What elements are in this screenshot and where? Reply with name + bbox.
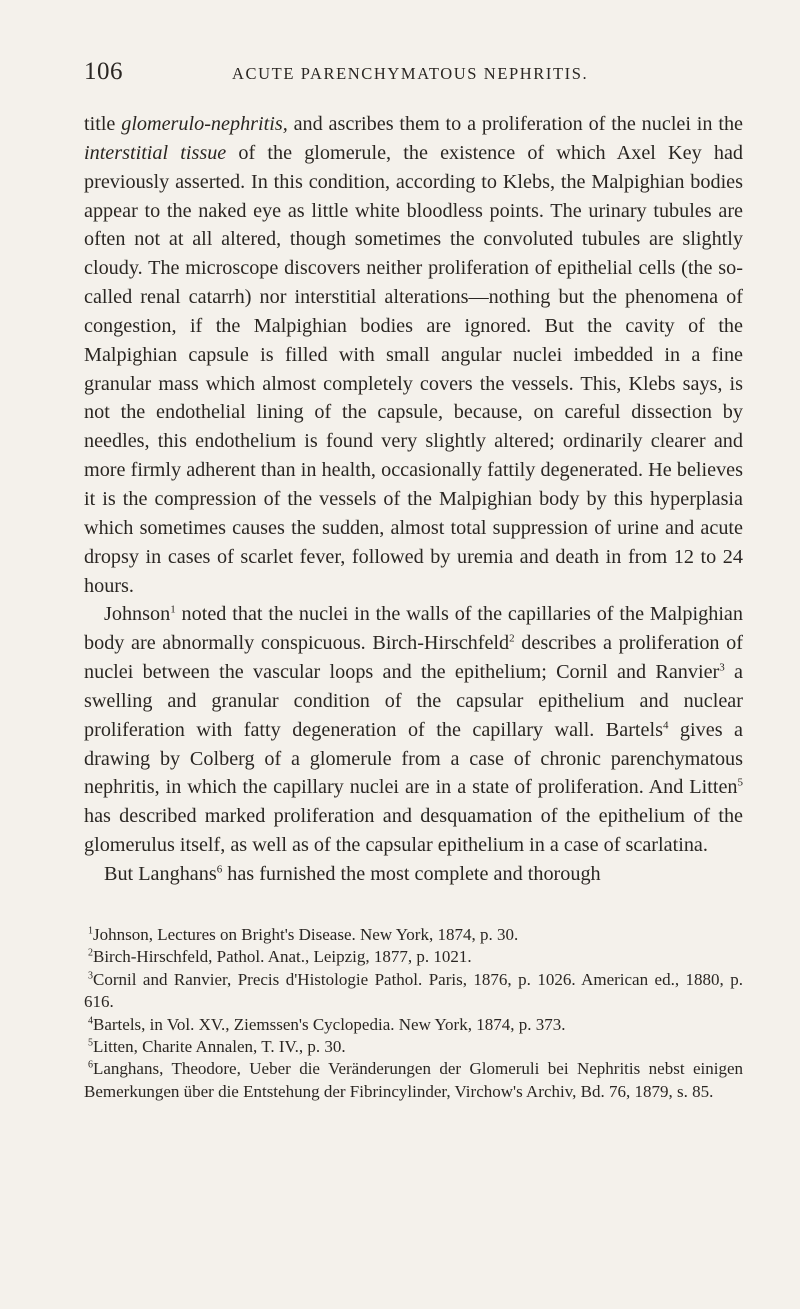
footnote-ref: 4	[662, 718, 669, 731]
italic-term: glomerulo-nephritis,	[121, 113, 288, 135]
footnote-ref: 6	[216, 863, 223, 876]
text-run: describes a proliferation of nuclei between the vascular loops and the epithelium; Cornil and Ranvier	[84, 632, 743, 684]
text-run: Johnson	[104, 603, 171, 626]
footnote-number: 6	[88, 1059, 93, 1071]
footnote-text: Litten, Charite Annalen, T. IV., p. 30.	[93, 1037, 346, 1057]
footnote-ref: 5	[737, 776, 743, 789]
text-run: and ascribes them to a proliferation of the nuclei in the	[287, 113, 743, 135]
text-run: gives a drawing by Colberg of a glomerule from a case of chronic parenchymatous nephritis, in which the capillary nuclei are in a state of proliferation. And Litten	[84, 718, 743, 799]
footnote-ref: 1	[170, 603, 176, 616]
footnote-text: Birch-Hirschfeld, Pathol. Anat., Leipzig, 1877, p. 1021.	[93, 947, 472, 967]
footnote-text: Cornil and Ranvier, Precis d'Histologie Pathol. Paris, 1876, p. 1026. American ed., 1880, p. 616.	[84, 969, 743, 1012]
text-run: a swelling and granular condition of the capsular epithelium and nuclear proliferation with fatty degeneration of the capillary wall. Bartels	[84, 661, 743, 741]
paragraph-1	[84, 110, 743, 600]
running-head	[84, 58, 742, 88]
footnote	[84, 1058, 743, 1103]
footnote	[84, 1014, 743, 1036]
footnote-text: Johnson, Lectures on Bright's Disease. New York, 1874, p. 30.	[93, 925, 519, 944]
text-run: of the glomerule, the existence of which Axel Key had previously asserted. In this condition, according to Klebs, the Malpighian bodies appear to the naked eye as little white bloodless points. The urinary tubules are often not at all altered, though sometimes the convoluted tubules are slightly cloudy. The microscope discovers neither proliferation of epithelial cells (the so-called renal catarrh) nor interstitial alterations—nothing but the phenomena of congestion, if the Malpighian bodies are ignored. But the cavity of the Malpighian capsule is filled with small angular nuclei imbedded in a fine granular mass which almost completely covers the vessels. This, Klebs says, is not the endothelial lining of the capsule, because, on careful dissection by needles, this endothelium is found very slightly altered; ordinarily clearer and more firmly adherent than in health, occasionally fattily degenerated. He believes it is the compression of the vessels of the Malpighian body by this hyperplasia which sometimes causes the sudden, almost total suppression of urine and acute dropsy in cases of scarlet fever, followed by uremia and death in from 12 to 24 hours.	[84, 141, 743, 597]
text-run: has furnished the most complete and thorough	[222, 862, 601, 885]
footnote	[84, 1036, 743, 1058]
running-title: ACUTE PARENCHYMATOUS NEPHRITIS.	[232, 64, 589, 83]
footnote-number: 2	[88, 947, 93, 959]
italic-term: interstitial tissue	[84, 141, 227, 164]
page-number: 106	[84, 58, 123, 85]
footnote-text: Langhans, Theodore, Ueber die Veränderungen der Glomeruli bei Nephritis nebst einigen Bemerkungen über die Entstehung der Fibrincylinder, Virchow's Archiv, Bd. 76, 1879, s. 85.	[84, 1059, 743, 1101]
footnote-number: 4	[88, 1014, 93, 1026]
paragraph-2	[84, 600, 743, 860]
footnotes	[84, 924, 743, 1103]
footnote-number: 5	[88, 1037, 93, 1049]
body-text	[84, 110, 743, 889]
footnote	[84, 924, 743, 946]
footnote-ref: 2	[509, 632, 515, 645]
text-run: But Langhans	[104, 862, 217, 885]
footnote	[84, 946, 743, 968]
text-run: noted that the nuclei in the walls of the capillaries of the Malpighian body are abnormally conspicuous. Birch-Hirschfeld	[84, 603, 743, 655]
text-run: title	[84, 113, 122, 135]
footnote-number: 1	[88, 925, 93, 937]
footnote-text: Bartels, in Vol. XV., Ziemssen's Cyclopedia. New York, 1874, p. 373.	[93, 1014, 566, 1034]
footnote-ref: 3	[719, 661, 725, 674]
footnote-number: 3	[88, 970, 93, 982]
paragraph-3	[84, 860, 743, 889]
text-run: has described marked proliferation and desquamation of the epithelium of the glomerulus itself, as well as of the capsular epithelium in a case of scarlatina.	[84, 805, 743, 857]
footnote	[84, 969, 743, 1014]
